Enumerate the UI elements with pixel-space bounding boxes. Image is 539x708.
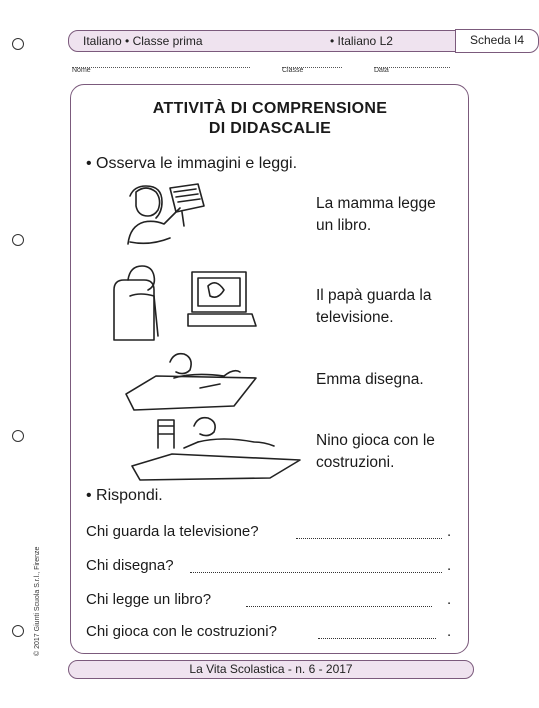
question-drawing: Chi disegna? <box>86 557 174 574</box>
binder-hole-1 <box>12 38 24 50</box>
caption-mother-line2: un libro. <box>316 217 372 234</box>
binder-hole-3 <box>12 430 24 442</box>
question-television: Chi guarda la televisione? <box>86 523 259 540</box>
header-bar <box>68 30 525 52</box>
caption-nino-line1: Nino gioca con le <box>316 432 435 449</box>
scheda-label: Scheda I4 <box>455 29 539 53</box>
answer-line-drawing[interactable] <box>190 572 442 573</box>
instruction-answer: • Rispondi. <box>86 487 163 504</box>
caption-father <box>316 285 431 329</box>
caption-nino-line2: costruzioni. <box>316 454 395 471</box>
caption-emma-line1: Emma disegna. <box>316 371 424 388</box>
date-label: Data <box>374 67 389 74</box>
illustration-nino-building <box>128 412 300 482</box>
class-label: Classe <box>282 67 304 74</box>
name-label: Nome <box>72 67 91 74</box>
answer-line-building[interactable] <box>318 638 436 639</box>
caption-emma <box>316 369 424 391</box>
question-book: Chi legge un libro? <box>86 591 212 608</box>
illustration-emma-drawing <box>120 348 260 414</box>
page-title-line2: DI DIDASCALIE <box>208 120 332 137</box>
caption-mother <box>316 193 436 237</box>
footer-bar: La Vita Scolastica - n. 6 - 2017 <box>68 660 474 679</box>
binder-hole-2 <box>12 234 24 246</box>
caption-father-line1: Il papà guarda la <box>316 287 432 304</box>
answer-line-television[interactable] <box>296 538 442 539</box>
header-level: • Italiano L2 <box>330 34 393 48</box>
copyright-notice: © 2017 Giunti Scuola S.r.l., Firenze <box>34 546 41 656</box>
instruction-observe: • Osserva le immagini e leggi. <box>86 155 298 172</box>
page-title-line1: ATTIVITÀ DI COMPRENSIONE <box>152 100 388 117</box>
caption-father-line2: televisione. <box>316 309 394 326</box>
illustration-father-tv <box>104 256 264 348</box>
question-building: Chi gioca con le costruzioni? <box>86 623 277 640</box>
binder-hole-4 <box>12 625 24 637</box>
caption-nino <box>316 430 435 474</box>
illustration-mother-reading <box>100 182 220 254</box>
caption-mother-line1: La mamma legge <box>316 195 436 212</box>
header-subject: Italiano • Classe prima <box>83 34 203 48</box>
answer-line-book[interactable] <box>246 606 432 607</box>
